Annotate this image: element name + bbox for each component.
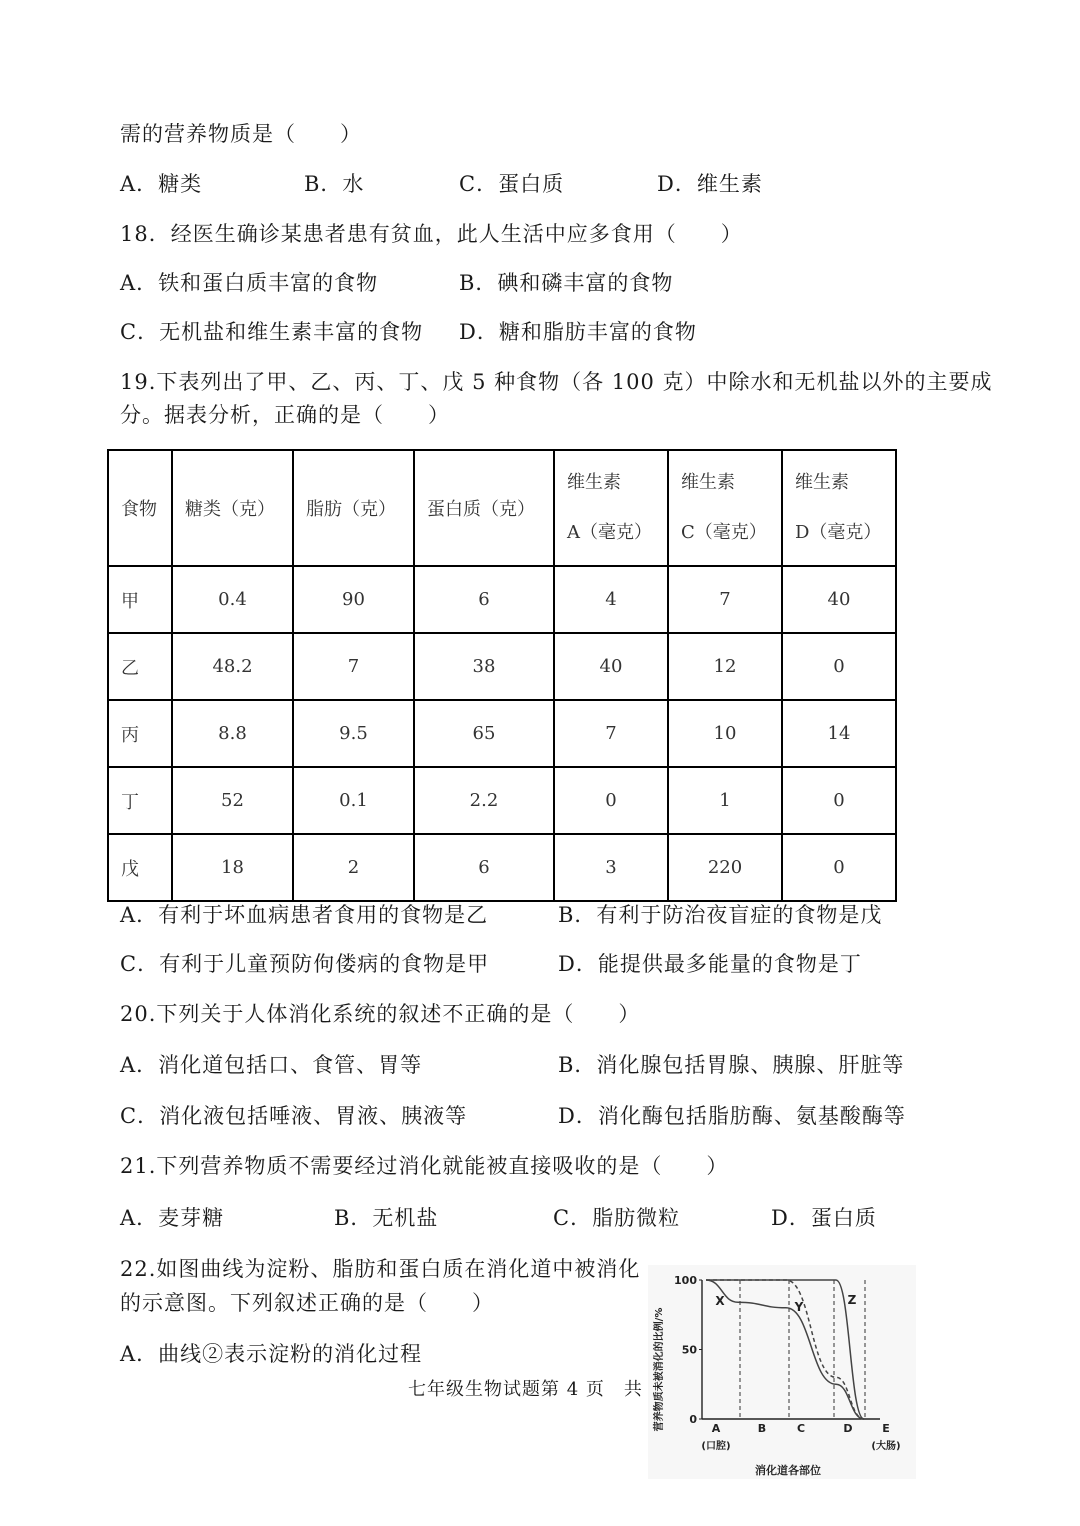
q21-option-a: A．麦芽糖: [120, 1206, 225, 1230]
header-vitamin-c-top: 维生素: [681, 472, 735, 493]
q18-stem: 18．经医生确诊某患者患有贫血，此人生活中应多食用（ ）: [120, 222, 743, 246]
q17-option-c: C．蛋白质: [459, 172, 565, 196]
header-vitamin-d: [782, 450, 896, 566]
header-vitamin-d-bottom: D（毫克）: [795, 522, 882, 543]
table-cell: 48.2: [172, 633, 293, 700]
table-cell: 0: [782, 834, 896, 901]
q20-option-b: B．消化腺包括胃腺、胰腺、肝脏等: [558, 1053, 905, 1077]
q17-option-d: D．维生素: [657, 172, 763, 196]
table-cell: 0.1: [293, 767, 414, 834]
table-cell: 65: [414, 700, 554, 767]
table-cell: 40: [782, 566, 896, 633]
q19-stem-line1: 19.下表列出了甲、乙、丙、丁、戊 5 种食物（各 100 克）中除水和无机盐以外的主要成: [120, 370, 993, 394]
x-tick-label: E: [882, 1422, 890, 1435]
series-line-y: [706, 1280, 864, 1419]
table-cell: 40: [554, 633, 668, 700]
x-tick-label: B: [757, 1422, 767, 1435]
q17-option-b: B．水: [304, 172, 365, 196]
table-cell: 8.8: [172, 700, 293, 767]
table-cell: 3: [554, 834, 668, 901]
table-cell: 9.5: [293, 700, 414, 767]
q19-option-b: B．有利于防治夜盲症的食物是戊: [558, 903, 883, 927]
table-cell: 90: [293, 566, 414, 633]
table-cell: 52: [172, 767, 293, 834]
table-cell: 乙: [108, 633, 172, 700]
table-cell: 丁: [108, 767, 172, 834]
series-line-z: [706, 1280, 864, 1419]
y-tick-label: 0: [689, 1413, 697, 1426]
q20-option-a: A．消化道包括口、食管、胃等: [120, 1053, 423, 1077]
table-row: [108, 834, 896, 901]
series-line-x: [706, 1280, 864, 1419]
q19-option-c: C．有利于儿童预防佝偻病的食物是甲: [120, 952, 490, 976]
q20-option-c: C．消化液包括唾液、胃液、胰液等: [120, 1104, 468, 1128]
table-cell: 14: [782, 700, 896, 767]
q20-stem: 20.下列关于人体消化系统的叙述不正确的是（ ）: [120, 1002, 641, 1026]
table-cell: 丙: [108, 700, 172, 767]
header-vitamin-c: [668, 450, 782, 566]
table-row: [108, 700, 896, 767]
header-protein: 蛋白质（克）: [414, 450, 554, 566]
table-cell: 38: [414, 633, 554, 700]
header-fat: 脂肪（克）: [293, 450, 414, 566]
page-footer: 七年级生物试题第 4 页 共 6: [408, 1379, 663, 1400]
x-tick-label: D: [843, 1422, 853, 1435]
table-cell: 10: [668, 700, 782, 767]
header-vitamin-d-top: 维生素: [795, 472, 849, 493]
q21-option-c: C．脂肪微粒: [553, 1206, 681, 1230]
q21-stem: 21.下列营养物质不需要经过消化就能被直接吸收的是（ ）: [120, 1154, 729, 1178]
q22-option-a: A．曲线②表示淀粉的消化过程: [120, 1342, 423, 1366]
table-cell: 2: [293, 834, 414, 901]
q17-stem: 需的营养物质是（ ）: [120, 122, 362, 146]
header-food: 食物: [108, 450, 172, 566]
table-row: [108, 767, 896, 834]
y-axis-title: 营养物质未被消化的比例/%: [654, 1307, 665, 1432]
q19-stem-line2: 分。据表分析，正确的是（ ）: [120, 403, 450, 427]
table-cell: 4: [554, 566, 668, 633]
q21-option-d: D．蛋白质: [771, 1206, 877, 1230]
table-cell: 7: [554, 700, 668, 767]
q18-option-b: B．碘和磷丰富的食物: [459, 271, 674, 295]
table-header-row: [108, 450, 896, 566]
x-tick-label: A: [711, 1422, 721, 1435]
table-cell: 甲: [108, 566, 172, 633]
table-cell: 0: [554, 767, 668, 834]
header-vitamin-a-top: 维生素: [567, 472, 621, 493]
table-cell: 6: [414, 566, 554, 633]
table-cell: 12: [668, 633, 782, 700]
table-cell: 7: [668, 566, 782, 633]
y-tick-label: 100: [674, 1274, 697, 1287]
q21-option-b: B．无机盐: [334, 1206, 439, 1230]
x-tick-label: C: [796, 1422, 806, 1435]
x-category-note: (大肠): [871, 1441, 901, 1452]
table-row: [108, 633, 896, 700]
q20-option-d: D．消化酶包括脂肪酶、氨基酸酶等: [558, 1104, 906, 1128]
q22-stem-line2: 的示意图。下列叙述正确的是（ ）: [120, 1291, 494, 1315]
table-cell: 220: [668, 834, 782, 901]
table-cell: 2.2: [414, 767, 554, 834]
table-cell: 6: [414, 834, 554, 901]
y-tick-label: 50: [681, 1343, 697, 1357]
series-label-y: Y: [794, 1300, 804, 1314]
table-row: [108, 566, 896, 633]
header-vitamin-c-bottom: C（毫克）: [681, 522, 767, 543]
header-vitamin-a-bottom: A（毫克）: [567, 522, 652, 543]
table-cell: 0: [782, 767, 896, 834]
q18-option-d: D．糖和脂肪丰富的食物: [459, 320, 697, 344]
table-cell: 7: [293, 633, 414, 700]
series-label-x: X: [715, 1294, 725, 1308]
x-category-note: (口腔): [701, 1441, 731, 1452]
header-sugar: 糖类（克）: [172, 450, 293, 566]
table-cell: 1: [668, 767, 782, 834]
header-vitamin-a: [554, 450, 668, 566]
x-axis-title: 消化道各部位: [755, 1464, 821, 1477]
q17-option-a: A．糖类: [120, 172, 203, 196]
table-cell: 戊: [108, 834, 172, 901]
q19-option-d: D．能提供最多能量的食物是丁: [558, 952, 862, 976]
series-label-z: Z: [847, 1293, 857, 1307]
table-cell: 18: [172, 834, 293, 901]
q18-option-c: C．无机盐和维生素丰富的食物: [120, 320, 424, 344]
nutrition-table: [107, 449, 897, 902]
digestion-chart: [648, 1265, 916, 1479]
q18-option-a: A．铁和蛋白质丰富的食物: [120, 271, 379, 295]
q22-stem-line1: 22.如图曲线为淀粉、脂肪和蛋白质在消化道中被消化: [120, 1257, 641, 1281]
table-cell: 0.4: [172, 566, 293, 633]
table-cell: 0: [782, 633, 896, 700]
q19-option-a: A．有利于坏血病患者食用的食物是乙: [120, 903, 489, 927]
chart-frame: [652, 1274, 901, 1477]
chart-marks: [706, 1280, 864, 1419]
